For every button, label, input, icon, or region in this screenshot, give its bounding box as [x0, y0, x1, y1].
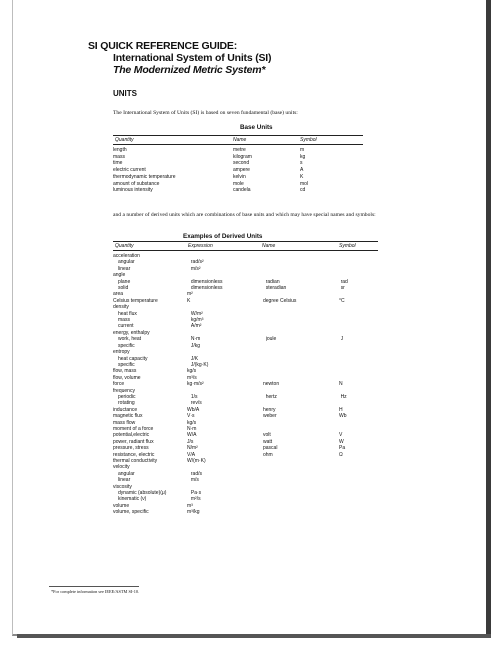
expression-cell: J/kg [190, 342, 201, 349]
expression-cell: J/(kg·K) [190, 361, 209, 368]
expression-cell: V·s [187, 413, 195, 420]
quantity-cell: plane [118, 278, 131, 285]
guide-subtitle: International System of Units (SI) [113, 52, 272, 64]
table-row [113, 154, 363, 161]
symbol-cell: H [339, 406, 343, 413]
quantity-cell: energy, enthalpy [113, 329, 150, 336]
derived-table-top-rule [113, 241, 378, 242]
quantity-cell: dynamic (absolute)(μ) [118, 490, 167, 497]
name-cell: henry [263, 406, 276, 413]
symbol-cell: V [339, 432, 343, 439]
name-cell: joule [265, 336, 277, 343]
expression-cell: N/m² [187, 445, 198, 452]
expression-cell: J/s [187, 438, 194, 445]
quantity-cell: flow, volume [113, 374, 141, 381]
quantity-cell: kinematic (ν) [118, 496, 147, 503]
name-cell: kelvin [233, 173, 246, 180]
quantity-cell: moment of a force [113, 425, 154, 432]
section-title-units: UNITS [113, 89, 137, 98]
expression-cell: Pa·s [190, 490, 202, 497]
base-table-header-rule [113, 144, 363, 145]
name-cell: second [233, 160, 250, 167]
expression-cell: m³/kg [187, 509, 200, 516]
expression-cell: kg/s [187, 419, 197, 426]
quantity-cell: thermodynamic temperature [113, 173, 176, 180]
symbol-cell: sr [340, 285, 345, 292]
derived-header-symbol: Symbol [339, 243, 356, 249]
derived-units-table [113, 253, 378, 516]
base-header-name: Name [233, 137, 247, 143]
expression-cell: m³ [187, 502, 193, 509]
name-cell: volt [263, 432, 271, 439]
expression-cell: W/(m·K) [187, 458, 206, 464]
quantity-cell: inductance [113, 406, 138, 413]
name-cell: newton [263, 381, 280, 388]
expression-cell: N·m [190, 336, 201, 343]
quantity-cell: current [118, 323, 134, 330]
base-units-caption: Base Units [240, 124, 273, 131]
base-header-symbol: Symbol [300, 137, 317, 143]
expression-cell: Wb/A [187, 406, 200, 413]
table-row [113, 147, 363, 154]
expression-cell: m²/s [190, 496, 201, 503]
base-table-top-rule [113, 135, 363, 136]
quantity-cell: acceleration [113, 253, 140, 259]
name-cell: steradian [265, 285, 287, 292]
expression-cell: W/m² [190, 310, 203, 317]
table-row [113, 174, 363, 181]
quantity-cell: flow, mass [113, 368, 137, 375]
expression-cell: V/A [187, 451, 196, 458]
table-row [113, 160, 363, 167]
derived-header-name: Name [262, 243, 276, 249]
expression-cell: dimensionless [190, 278, 223, 285]
quantity-cell: solid [118, 285, 129, 292]
quantity-cell: amount of substance [113, 180, 160, 187]
quantity-cell: magnetic flux [113, 413, 143, 420]
symbol-cell: N [339, 381, 343, 388]
quantity-cell: power, radiant flux [113, 438, 154, 445]
derived-header-expression: Expression [188, 243, 213, 249]
name-cell: degree Celsius [263, 297, 297, 304]
quantity-cell: length [113, 147, 127, 153]
page-shadow-bottom [17, 634, 491, 638]
symbol-cell: °C [339, 297, 345, 304]
expression-cell: rad/s² [190, 259, 204, 266]
quantity-cell: entropy [113, 349, 130, 356]
symbol-cell: s [300, 160, 303, 167]
symbol-cell: Wb [339, 413, 347, 420]
expression-cell: kg/s [187, 368, 197, 375]
symbol-cell: Pa [339, 445, 346, 452]
symbol-cell: mol [300, 180, 309, 187]
name-cell: candela [233, 187, 251, 194]
expression-cell: W/A [187, 432, 197, 439]
table-row [113, 167, 363, 174]
derived-table-header-rule [113, 250, 378, 251]
symbol-cell: kg [300, 153, 306, 160]
name-cell: kilogram [233, 153, 252, 160]
page-shadow-right [486, 0, 491, 636]
quantity-cell: frequency [113, 387, 135, 394]
intro-paragraph: The International System of Units (SI) is based on seven fundamental (base) units: [113, 110, 298, 116]
expression-cell: K [187, 297, 191, 304]
expression-cell: m/s [190, 477, 199, 484]
quantity-cell: force [113, 381, 125, 388]
guide-tagline: The Modernized Metric System* [113, 64, 266, 76]
footnote: *For complete information see IEEE/ASTM SI-10. [51, 589, 140, 594]
table-row [113, 187, 363, 194]
name-cell: radian [265, 278, 280, 285]
footnote-rule [49, 586, 139, 587]
quantity-cell: volume [113, 502, 130, 509]
derived-units-caption: Examples of Derived Units [183, 233, 263, 240]
quantity-cell: potential,electric [113, 432, 150, 439]
expression-cell: m³/s [187, 374, 197, 381]
quantity-cell: heat flux [118, 310, 137, 317]
quantity-cell: linear [118, 477, 131, 484]
quantity-cell: angular [118, 259, 135, 266]
quantity-cell: heat capacity [118, 355, 148, 362]
symbol-cell: Hz [340, 393, 347, 400]
name-cell: ampere [233, 167, 250, 174]
quantity-cell: resistance, electric [113, 451, 155, 458]
expression-cell: m² [187, 291, 193, 298]
name-cell: hertz [265, 393, 277, 400]
quantity-cell: rotating [118, 400, 135, 407]
expression-cell: kg·m/s² [187, 381, 204, 388]
symbol-cell [339, 509, 377, 515]
symbol-cell: K [300, 173, 304, 180]
expression-cell: 1/s [190, 393, 198, 400]
quantity-cell: viscosity [113, 483, 132, 490]
quantity-cell: time [113, 160, 123, 167]
quantity-cell: density [113, 304, 129, 311]
symbol-cell: Ω [339, 451, 343, 458]
quantity-cell: angular [118, 470, 135, 477]
expression-cell: rad/s [190, 470, 202, 477]
quantity-cell: specific [118, 342, 135, 349]
name-cell: metre [233, 147, 246, 153]
name-cell: pascal [263, 445, 278, 452]
quantity-cell: volume, specific [113, 509, 149, 516]
quantity-cell: periodic [118, 393, 136, 400]
symbol-cell: m [300, 147, 305, 153]
quantity-cell: angle [113, 272, 126, 279]
name-cell: watt [263, 438, 273, 445]
symbol-cell: A [300, 167, 304, 174]
symbol-cell: rad [340, 278, 348, 285]
quantity-cell: luminous intensity [113, 187, 153, 194]
guide-title: SI QUICK REFERENCE GUIDE: [88, 40, 238, 52]
symbol-cell: J [340, 336, 344, 343]
quantity-cell: thermal conductivity [113, 458, 158, 464]
table-row [113, 509, 378, 515]
expression-cell: dimensionless [190, 285, 223, 292]
expression-cell: N·m [187, 425, 197, 432]
expression-cell: kg/m³ [190, 317, 204, 324]
symbol-cell: cd [300, 187, 306, 194]
expression-cell: J/K [190, 355, 199, 362]
quantity-cell: specific [118, 361, 135, 368]
name-cell: mole [233, 180, 244, 187]
name-cell: ohm [263, 451, 273, 458]
quantity-cell: pressure, stress [113, 445, 149, 452]
expression-cell: rev/s [190, 400, 202, 407]
derived-intro-paragraph: and a number of derived units which are combinations of base units and which may have special names and symbols: [113, 212, 376, 218]
quantity-cell: mass flow [113, 419, 136, 426]
quantity-cell: area [113, 291, 124, 298]
quantity-cell: linear [118, 265, 131, 272]
quantity-cell: work, heat [118, 336, 142, 343]
name-cell: weber [263, 413, 277, 420]
quantity-cell: velocity [113, 464, 130, 471]
quantity-cell: Celsius temperature [113, 297, 158, 304]
name-cell [263, 509, 339, 515]
quantity-cell: mass [113, 153, 125, 160]
base-header-quantity: Quantity [115, 137, 134, 143]
expression-cell: A/m² [190, 323, 202, 330]
quantity-cell: electric current [113, 167, 146, 174]
table-row [113, 181, 363, 188]
symbol-cell: W [339, 438, 344, 445]
quantity-cell: mass [118, 317, 130, 324]
base-units-table [113, 147, 363, 194]
derived-header-quantity: Quantity [115, 243, 134, 249]
expression-cell: m/s² [190, 265, 201, 272]
